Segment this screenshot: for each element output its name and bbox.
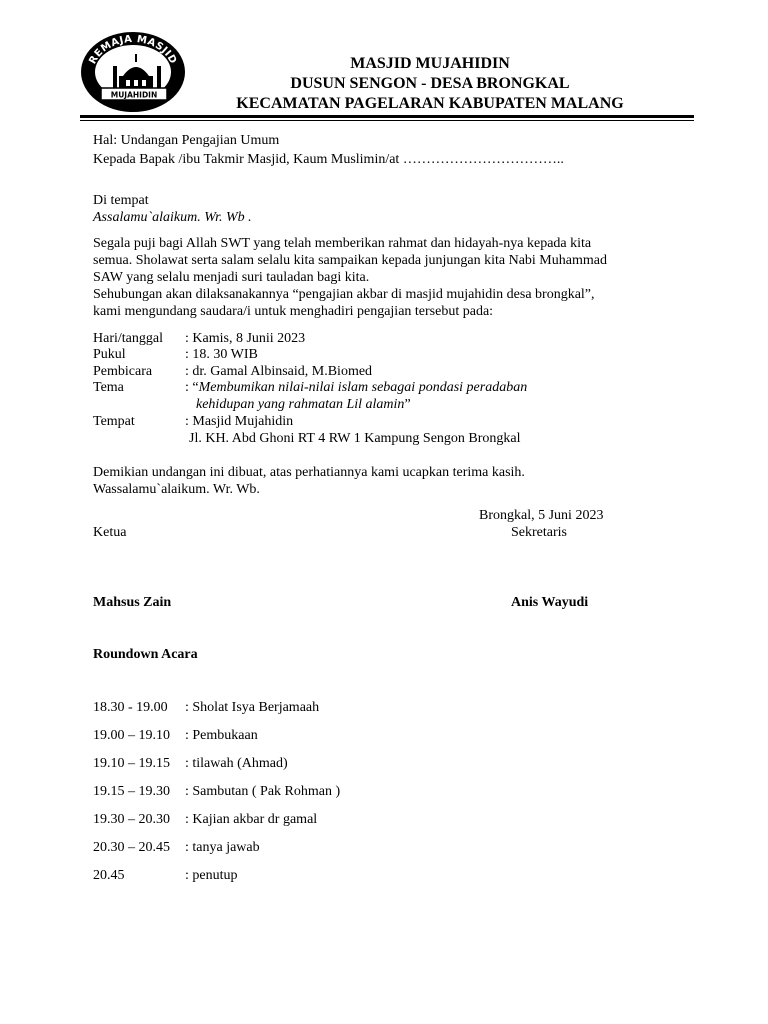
rundown-activity: : Sambutan ( Pak Rohman ) (185, 784, 341, 799)
place-line: Di tempat (93, 193, 149, 208)
rundown-title: Roundown Acara (93, 647, 198, 662)
venue-value-1: : Masjid Mujahidin (185, 414, 294, 429)
logo-top-text: REMAJA MASJID (87, 33, 179, 67)
chairman-label: Ketua (93, 525, 127, 540)
venue-address: Jl. KH. Abd Ghoni RT 4 RW 1 Kampung Sengon Brongkal (189, 431, 521, 446)
mosque-logo (79, 30, 187, 114)
closing-line-2: Wassalamu`alaikum. Wr. Wb. (93, 482, 260, 497)
speaker-label: Pembicara (93, 364, 153, 379)
letter-date: Brongkal, 5 Juni 2023 (479, 508, 604, 523)
header-rule-thin (80, 120, 694, 121)
header-village: DUSUN SENGON - DESA BRONGKAL (290, 75, 570, 92)
date-label: Hari/tanggal (93, 331, 163, 346)
chairman-name: Mahsus Zain (93, 595, 172, 610)
theme-value-line-2 (196, 396, 411, 413)
theme-text-2: kehidupan yang rahmatan Lil alamin (196, 397, 405, 412)
rundown-time: 19.15 – 19.30 (93, 784, 170, 799)
rundown-activity: : tanya jawab (185, 840, 260, 855)
secretary-name: Anis Wayudi (511, 595, 589, 610)
rundown-time: 19.00 – 19.10 (93, 728, 170, 743)
rundown-activity: : tilawah (Ahmad) (185, 756, 288, 771)
theme-label: Tema (93, 380, 124, 395)
rundown-time: 19.30 – 20.30 (93, 812, 170, 827)
body-line-2: semua. Sholawat serta salam selalu kita sampaikan kepada junjungan kita Nabi Muhammad (93, 253, 607, 268)
header-title: MASJID MUJAHIDIN (350, 55, 510, 72)
rundown-time: 19.10 – 19.15 (93, 756, 170, 771)
time-label: Pukul (93, 347, 126, 362)
speaker-value: : dr. Gamal Albinsaid, M.Biomed (185, 364, 373, 379)
body-line-5: kami mengundang saudara/i untuk menghadiri pengajian tersebut pada: (93, 304, 494, 319)
theme-prefix: : “ (185, 380, 199, 395)
theme-text-1: Membumikan nilai-nilai islam sebagai pondasi peradaban (198, 380, 528, 395)
body-line-3: SAW yang selalu menjadi suri tauladan bagi kita. (93, 270, 370, 285)
body-line-4: Sehubungan akan dilaksanakannya “pengajian akbar di masjid mujahidin desa brongkal”, (93, 287, 595, 302)
secretary-label: Sekretaris (511, 525, 567, 540)
venue-label: Tempat (93, 414, 135, 429)
rundown-activity: : penutup (185, 868, 238, 883)
theme-value-line-1 (185, 379, 527, 396)
rundown-activity: : Sholat Isya Berjamaah (185, 700, 320, 715)
rundown-time: 20.45 (93, 868, 125, 883)
rundown-time: 20.30 – 20.45 (93, 840, 170, 855)
body-line-1: Segala puji bagi Allah SWT yang telah memberikan rahmat dan hidayah-nya kepada kita (93, 236, 592, 251)
rundown-activity: : Kajian akbar dr gamal (185, 812, 318, 827)
greeting: Assalamu`alaikum. Wr. Wb . (93, 210, 252, 225)
closing-line-1: Demikian undangan ini dibuat, atas perhatiannya kami ucapkan terima kasih. (93, 465, 525, 480)
header-rule-thick (80, 115, 694, 118)
rundown-time: 18.30 - 19.00 (93, 700, 168, 715)
time-value: : 18. 30 WIB (185, 347, 258, 362)
theme-suffix: ” (404, 397, 411, 412)
header-district: KECAMATAN PAGELARAN KABUPATEN MALANG (236, 95, 624, 112)
recipient-line: Kepada Bapak /ibu Takmir Masjid, Kaum Muslimin/at …………………………….. (93, 152, 564, 167)
date-value: : Kamis, 8 Junii 2023 (185, 331, 306, 346)
rundown-activity: : Pembukaan (185, 728, 258, 743)
subject-line: Hal: Undangan Pengajian Umum (93, 133, 280, 148)
logo-bottom-text: MUJAHIDIN (110, 90, 158, 100)
